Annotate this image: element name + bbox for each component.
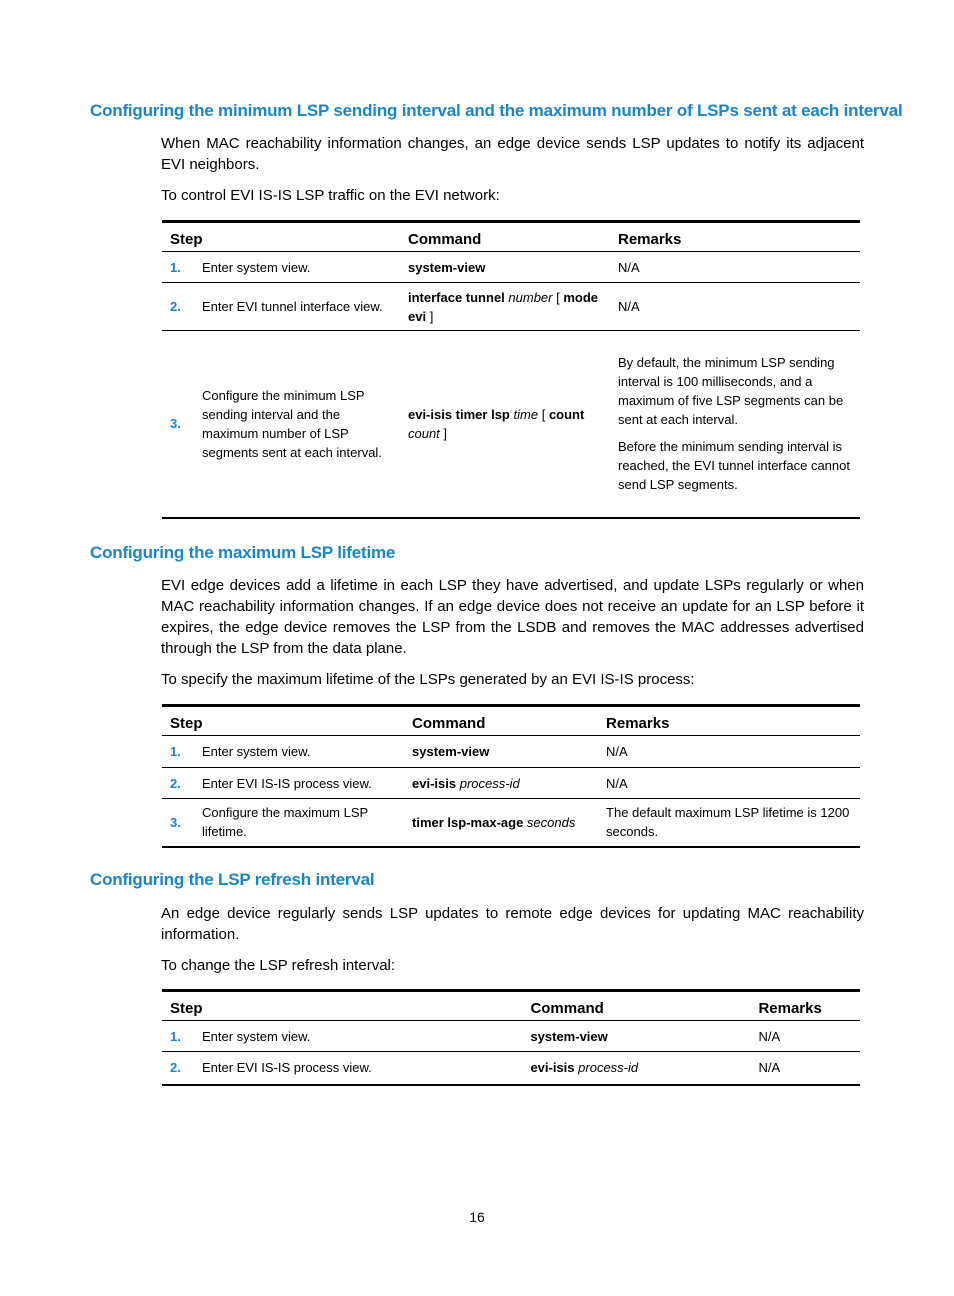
command: timer lsp-max-age seconds [404, 799, 598, 847]
section-heading-max-lsp-lifetime: Configuring the maximum LSP lifetime [90, 543, 396, 562]
page-number: 16 [469, 1209, 485, 1225]
step-number: 2. [162, 1052, 194, 1085]
step-number: 2. [162, 768, 194, 799]
table-row [162, 331, 860, 518]
step-description: Enter system view. [194, 1021, 522, 1052]
command: system-view [522, 1021, 750, 1052]
step-description: Enter EVI IS-IS process view. [194, 1052, 522, 1085]
column-header-step: Step [162, 706, 404, 736]
step-description: Enter system view. [194, 252, 400, 283]
column-header-remarks: Remarks [750, 991, 860, 1021]
remarks-paragraph: By default, the minimum LSP sending interval is 100 milliseconds, and a maximum of five LSP segments can be sent at each interval. [617, 355, 844, 428]
table-row [162, 1052, 860, 1085]
step-number: 1. [162, 736, 194, 768]
command: system-view [400, 252, 610, 283]
column-header-step: Step [162, 222, 400, 252]
remarks [610, 331, 860, 518]
step-description: Enter system view. [194, 736, 404, 768]
steps-table-2 [162, 704, 860, 848]
paragraph: To specify the maximum lifetime of the LSPs generated by an EVI IS-IS process: [161, 671, 695, 688]
paragraph: EVI edge devices add a lifetime in each LSP they have advertised, and update LSPs regularly or when MAC reachability information changes. If an edge device does not receive an update for an LSP before it expires, the edge device removes the LSP from the LSDB and removes the MAC addresses advertised through the LSP from the data plane. [161, 577, 864, 657]
table-row [162, 1021, 860, 1052]
table-row [162, 736, 860, 768]
remarks-paragraph: Before the minimum sending interval is reached, the EVI tunnel interface cannot send LSP segments. [617, 439, 850, 493]
step-number: 2. [162, 283, 194, 331]
step-number: 3. [162, 331, 194, 518]
remarks: N/A [598, 736, 860, 768]
remarks: N/A [598, 768, 860, 799]
column-header-command: Command [522, 991, 750, 1021]
step-description: Configure the minimum LSP sending interval and the maximum number of LSP segments sent at each interval. [194, 331, 400, 518]
remarks: The default maximum LSP lifetime is 1200 seconds. [598, 799, 860, 847]
command: system-view [404, 736, 598, 768]
command: evi-isis process-id [404, 768, 598, 799]
steps-table-3 [162, 989, 860, 1086]
section-heading-lsp-refresh-interval: Configuring the LSP refresh interval [90, 870, 375, 889]
step-description: Enter EVI tunnel interface view. [194, 283, 400, 331]
remarks: N/A [610, 283, 860, 331]
column-header-remarks: Remarks [598, 706, 860, 736]
command: evi-isis process-id [522, 1052, 750, 1085]
command: evi-isis timer lsp time [ count count ] [400, 331, 610, 518]
step-description: Enter EVI IS-IS process view. [194, 768, 404, 799]
step-number: 3. [162, 799, 194, 847]
paragraph: An edge device regularly sends LSP updates to remote edge devices for updating MAC reachability information. [161, 905, 864, 943]
column-header-command: Command [400, 222, 610, 252]
remarks: N/A [750, 1052, 860, 1085]
column-header-step: Step [162, 991, 522, 1021]
table-row [162, 283, 860, 331]
column-header-command: Command [404, 706, 598, 736]
command: interface tunnel number [ mode evi ] [400, 283, 610, 331]
step-description: Configure the maximum LSP lifetime. [194, 799, 404, 847]
column-header-remarks: Remarks [610, 222, 860, 252]
remarks: N/A [610, 252, 860, 283]
section-heading-min-lsp-interval: Configuring the minimum LSP sending interval and the maximum number of LSPs sent at each interval [90, 101, 903, 120]
table-row [162, 252, 860, 283]
step-number: 1. [162, 1021, 194, 1052]
remarks: N/A [750, 1021, 860, 1052]
paragraph: When MAC reachability information changes, an edge device sends LSP updates to notify its adjacent EVI neighbors. [161, 135, 864, 173]
step-number: 1. [162, 252, 194, 283]
steps-table-1 [162, 220, 860, 519]
paragraph: To control EVI IS-IS LSP traffic on the EVI network: [161, 187, 500, 204]
paragraph: To change the LSP refresh interval: [161, 957, 396, 974]
table-row [162, 768, 860, 799]
table-row [162, 799, 860, 847]
